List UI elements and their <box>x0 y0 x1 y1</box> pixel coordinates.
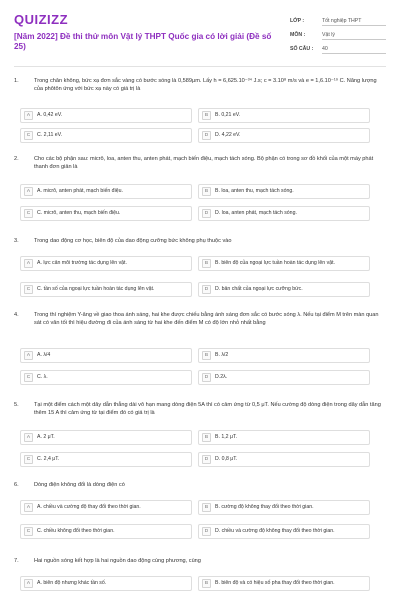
option-text: C. tần số của ngoại lực tuần hoàn tác dụng lên vật. <box>37 286 155 293</box>
option-letter: B <box>202 111 211 120</box>
option-text: A. micrô, anten phát, mạch biến điệu. <box>37 188 123 195</box>
option-6d[interactable] <box>198 524 370 539</box>
question-text: Tại một điểm cách một dây dẫn thẳng dài vô hạn mang dòng điện 5A thì có cảm ứng từ 0,5 μT. Nếu cường độ dòng điện trong dây dẫn tăng thêm 15 A thì cảm ứng từ tại điểm đó có giá trị là <box>34 402 381 416</box>
question-number: 3. <box>14 238 19 244</box>
option-5a[interactable] <box>20 430 192 445</box>
option-letter: D <box>202 373 211 382</box>
option-7b[interactable] <box>198 576 370 591</box>
option-text: B. 1,2 μT. <box>215 434 238 441</box>
question-number: 4. <box>14 312 19 318</box>
option-text: A. 2 μT. <box>37 434 55 441</box>
option-letter: D <box>202 131 211 140</box>
quizizz-logo: QUIZIZZ <box>14 12 69 27</box>
option-text: C. 2,4 μT. <box>37 456 60 463</box>
option-text: D. chiều và cường độ không thay đổi theo thời gian. <box>215 528 335 535</box>
question-number: 1. <box>14 78 19 84</box>
option-2c[interactable] <box>20 206 192 221</box>
meta-row-class <box>290 14 386 28</box>
option-letter: A <box>24 351 33 360</box>
option-4c[interactable] <box>20 370 192 385</box>
option-letter: A <box>24 433 33 442</box>
option-text: B. loa, anten thu, mạch tách sóng. <box>215 188 294 195</box>
option-1b[interactable] <box>198 108 370 123</box>
option-letter: B <box>202 259 211 268</box>
option-1c[interactable] <box>20 128 192 143</box>
question-text: Cho các bộ phận sau: micrô, loa, anten thu, anten phát, mạch biến điệu, mạch tách sóng. Bộ phận có trong sơ đồ khối của một máy phát thanh đơn giản là <box>34 156 374 170</box>
option-letter: B <box>202 433 211 442</box>
option-3a[interactable] <box>20 256 192 271</box>
option-5b[interactable] <box>198 430 370 445</box>
option-text: D.2λ. <box>215 374 228 381</box>
meta-key: MÔN : <box>290 32 306 38</box>
meta-row-subject <box>290 28 386 42</box>
option-text: A. λ/4 <box>37 352 51 359</box>
question-text: Dòng điện không đổi là dòng điện có <box>34 482 125 488</box>
option-text: B. biên độ của ngoại lực tuần hoàn tác dụng lên vật. <box>215 260 335 267</box>
option-3b[interactable] <box>198 256 370 271</box>
option-text: B. biên độ và có hiệu số pha thay đổi theo thời gian. <box>215 580 335 587</box>
question-text: Trong dao động cơ học, biên độ của dao động cưỡng bức không phụ thuộc vào <box>34 238 232 244</box>
meta-value: Tốt nghiệp THPT <box>322 16 386 26</box>
option-letter: C <box>24 209 33 218</box>
header <box>14 10 386 62</box>
option-text: A. 0,42 eV. <box>37 112 63 119</box>
option-letter: B <box>202 579 211 588</box>
meta-row-question-count <box>290 42 386 56</box>
option-letter: D <box>202 285 211 294</box>
option-text: C. λ. <box>37 374 48 381</box>
option-text: A. chiều và cường độ thay đổi theo thời gian. <box>37 504 141 511</box>
option-4d[interactable] <box>198 370 370 385</box>
option-2d[interactable] <box>198 206 370 221</box>
question-number: 6. <box>14 482 19 488</box>
option-letter: A <box>24 579 33 588</box>
option-text: B. cường độ không thay đổi theo thời gian. <box>215 504 314 511</box>
option-letter: C <box>24 285 33 294</box>
option-letter: C <box>24 527 33 536</box>
option-letter: D <box>202 455 211 464</box>
option-text: D. bản chất của ngoại lực cưỡng bức. <box>215 286 303 293</box>
option-text: C. chiều không đổi theo thời gian. <box>37 528 115 535</box>
question-text: Trong chân không, bức xạ đơn sắc vàng có bước sóng là 0,589μm. Lấy h = 6,625.10⁻³⁴ J.s; c = 3.10⁸ m/s và e = 1,6.10⁻¹⁹ C. Năng lượng của phôtôn ứng với bức xạ này có giá trị là <box>34 78 377 92</box>
option-text: D. 0,8 μT. <box>215 456 238 463</box>
option-letter: A <box>24 111 33 120</box>
option-letter: C <box>24 373 33 382</box>
question-number: 2. <box>14 156 19 162</box>
option-letter: C <box>24 455 33 464</box>
option-letter: B <box>202 503 211 512</box>
option-text: C. micrô, anten thu, mạch biến điệu. <box>37 210 121 217</box>
option-text: A. lực cản môi trường tác dụng lên vật. <box>37 260 127 267</box>
page-title: [Năm 2022] Đề thi thử môn Vật lý THPT Quốc gia có lời giải (Đề số 25) <box>14 32 272 51</box>
option-text: C. 2,11 eV. <box>37 132 63 139</box>
option-text: B. 0,21 eV. <box>215 112 241 119</box>
header-divider <box>14 66 386 67</box>
question-number: 5. <box>14 402 19 408</box>
option-6a[interactable] <box>20 500 192 515</box>
meta-value: 40 <box>322 44 386 54</box>
option-1d[interactable] <box>198 128 370 143</box>
option-7a[interactable] <box>20 576 192 591</box>
meta-key: LỚP : <box>290 18 305 24</box>
option-letter: A <box>24 187 33 196</box>
option-letter: C <box>24 131 33 140</box>
option-text: D. 4,22 eV. <box>215 132 241 139</box>
option-6b[interactable] <box>198 500 370 515</box>
option-text: D. loa, anten phát, mạch tách sóng. <box>215 210 297 217</box>
option-5c[interactable] <box>20 452 192 467</box>
option-5d[interactable] <box>198 452 370 467</box>
option-letter: B <box>202 187 211 196</box>
option-letter: A <box>24 259 33 268</box>
question-text: Trong thí nghiệm Y-âng về giao thoa ánh sáng, hai khe được chiếu bằng ánh sáng đơn sắc có bước sóng λ. Nếu tại điểm M trên màn quan sát có vân tối thì hiệu đường đi của ánh sáng từ hai khe đến điểm M có độ lớn nhỏ nhất bằng <box>34 312 379 326</box>
option-3d[interactable] <box>198 282 370 297</box>
option-text: A. biên độ nhưng khác tần số. <box>37 580 107 587</box>
meta-box <box>290 14 386 56</box>
option-letter: D <box>202 527 211 536</box>
option-letter: B <box>202 351 211 360</box>
option-4b[interactable] <box>198 348 370 363</box>
option-1a[interactable] <box>20 108 192 123</box>
question-number: 7. <box>14 558 19 564</box>
option-6c[interactable] <box>20 524 192 539</box>
option-text: B. λ/2 <box>215 352 229 359</box>
option-4a[interactable] <box>20 348 192 363</box>
question-text: Hai nguồn sóng kết hợp là hai nguồn dao động cùng phương, cùng <box>34 558 201 564</box>
option-3c[interactable] <box>20 282 192 297</box>
option-letter: D <box>202 209 211 218</box>
option-letter: A <box>24 503 33 512</box>
meta-value: Vật lý <box>322 30 386 40</box>
meta-key: SỐ CÂU : <box>290 46 314 52</box>
option-2b[interactable] <box>198 184 370 199</box>
option-2a[interactable] <box>20 184 192 199</box>
